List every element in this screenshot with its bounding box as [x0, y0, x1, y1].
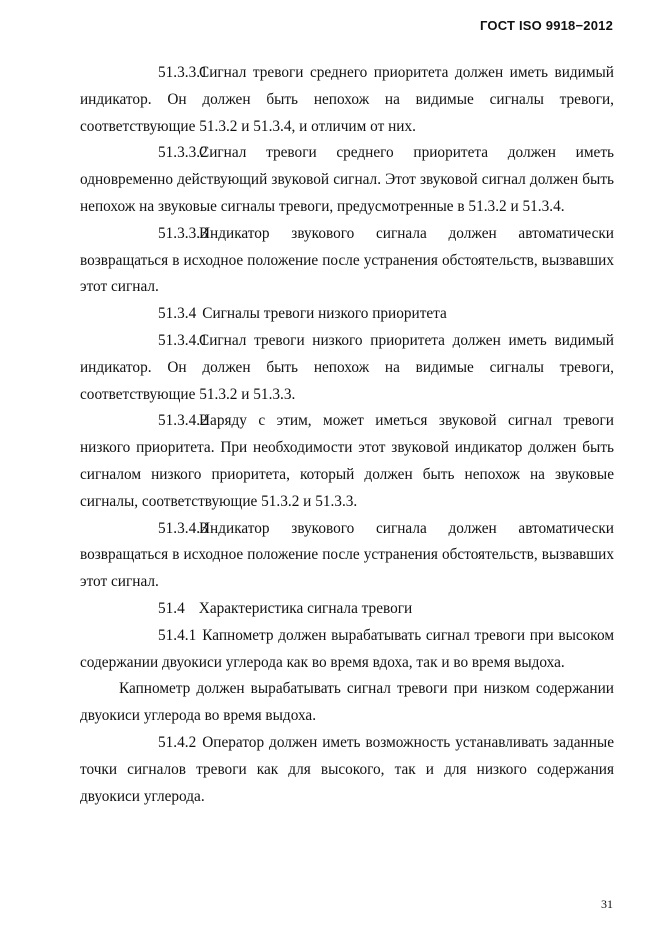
paragraph-51-3-3-3: [80, 221, 614, 301]
paragraph-text: Индикатор звукового сигнала должен автоматически возвращаться в исходное положение после устранения обстоятельств, вызвавших этот сигнал.: [80, 519, 614, 591]
clause-number: 51.3.4.3: [158, 519, 208, 537]
clause-number: 51.3.3.2: [158, 144, 208, 162]
paragraph-text: Капнометр должен вырабатывать сигнал тревоги при высоком содержании двуокиси углерода как во время вдоха, так и во время выдоха.: [80, 626, 614, 671]
page-number: 31: [601, 897, 613, 911]
clause-number: 51.4: [158, 599, 185, 617]
heading-text: Характеристика сигнала тревоги: [198, 599, 413, 617]
paragraph-51-3-4-3: [80, 516, 614, 596]
paragraph-51-4-2: [80, 730, 614, 810]
heading-text: Сигналы тревоги низкого приоритета: [202, 305, 447, 323]
paragraph-text: Индикатор звукового сигнала должен автоматически возвращаться в исходное положение после устранения обстоятельств, вызвавших этот сигнал.: [80, 224, 614, 296]
paragraph-51-4-1: [80, 623, 614, 677]
paragraph-51-3-4-1: [80, 328, 614, 408]
heading-51-3-4: [80, 301, 614, 328]
paragraph-51-4-1-continued: [80, 676, 614, 730]
paragraph-51-3-3-2: [80, 140, 614, 220]
document-body: [80, 60, 614, 810]
clause-number: 51.3.3.3: [158, 224, 208, 242]
clause-number: 51.4.2: [158, 733, 197, 751]
document-header: ГОСТ ISO 9918−2012: [480, 18, 613, 33]
paragraph-text: Капнометр должен вырабатывать сигнал тревоги при низком содержании двуокиси углерода во время выдоха.: [80, 680, 614, 725]
clause-number: 51.3.3.1: [158, 64, 208, 81]
clause-number: 51.3.4: [158, 305, 197, 323]
heading-51-4: [80, 596, 614, 623]
paragraph-text: Наряду с этим, может иметься звуковой сигнал тревоги низкого приоритета. При необходимости этот звуковой индикатор должен быть сигналом низкого приоритета, который должен быть непохож на звуковые сигналы, соответствующие 51.3.2 и 51.3.3.: [80, 412, 614, 510]
paragraph-text: Оператор должен иметь возможность устанавливать заданные точки сигналов тревоги как для высокого, так и для низкого содержания двуокиси углерода.: [80, 733, 614, 805]
paragraph-51-3-3-1: [80, 60, 614, 140]
paragraph-text: Сигнал тревоги среднего приоритета должен иметь одновременно действующий звуковой сигнал. Этот звуковой сигнал должен быть непохож на звуковые сигналы тревоги, предусмотренные в 51.3.2 и 51.3.4.: [80, 144, 614, 215]
clause-number: 51.3.4.2: [158, 412, 208, 430]
paragraph-text: Сигнал тревоги низкого приоритета должен иметь видимый индикатор. Он должен быть непохож на видимые сигналы тревоги, соответствующие 51.3.2 и 51.3.3.: [80, 331, 614, 403]
paragraph-text: Сигнал тревоги среднего приоритета должен иметь видимый индикатор. Он должен быть непохож на видимые сигналы тревоги, соответствующие 51.3.2 и 51.3.4, и отличим от них.: [80, 64, 614, 135]
clause-number: 51.4.1: [158, 626, 197, 644]
clause-number: 51.3.4.1: [158, 331, 208, 349]
paragraph-51-3-4-2: [80, 408, 614, 515]
